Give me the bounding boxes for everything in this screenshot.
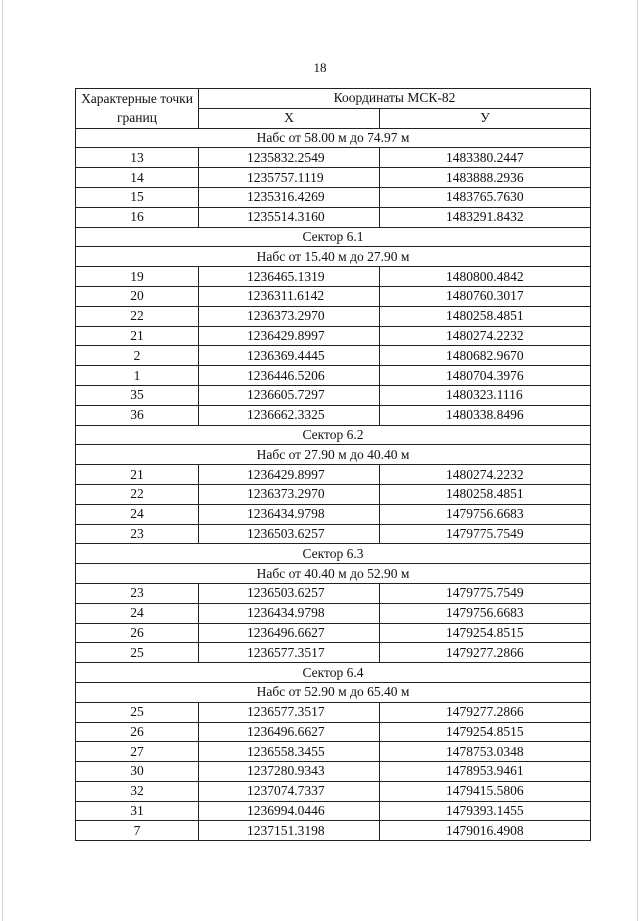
point-id: 23 xyxy=(76,524,199,544)
x-coordinate: 1235832.2549 xyxy=(199,148,380,168)
table-row xyxy=(76,801,591,821)
point-id: 30 xyxy=(76,762,199,782)
y-coordinate: 1479775.7549 xyxy=(380,524,591,544)
section-header-row xyxy=(76,128,591,148)
header-y: У xyxy=(380,108,591,128)
x-coordinate: 1236373.2970 xyxy=(199,484,380,504)
point-id: 36 xyxy=(76,405,199,425)
page-number: 18 xyxy=(313,60,327,75)
sector-title: Сектор 6.2 xyxy=(76,425,591,445)
y-coordinate: 1479393.1455 xyxy=(380,801,591,821)
x-coordinate: 1236465.1319 xyxy=(199,267,380,287)
point-id: 2 xyxy=(76,346,199,366)
section-header-row xyxy=(76,247,591,267)
table-row xyxy=(76,603,591,623)
point-id: 24 xyxy=(76,603,199,623)
x-coordinate: 1236434.9798 xyxy=(199,504,380,524)
point-id: 22 xyxy=(76,484,199,504)
x-coordinate: 1236503.6257 xyxy=(199,583,380,603)
y-coordinate: 1480274.2232 xyxy=(380,326,591,346)
point-id: 21 xyxy=(76,465,199,485)
height-range: Набс от 52.90 м до 65.40 м xyxy=(76,682,591,702)
table-row xyxy=(76,346,591,366)
y-coordinate: 1478753.0348 xyxy=(380,742,591,762)
x-coordinate: 1235757.1119 xyxy=(199,168,380,188)
section-header-row xyxy=(76,445,591,465)
table-row xyxy=(76,504,591,524)
table-row xyxy=(76,207,591,227)
point-id: 32 xyxy=(76,781,199,801)
y-coordinate: 1480274.2232 xyxy=(380,465,591,485)
x-coordinate: 1236577.3517 xyxy=(199,702,380,722)
table-row xyxy=(76,267,591,287)
y-coordinate: 1479016.4908 xyxy=(380,821,591,841)
point-id: 19 xyxy=(76,267,199,287)
table-row xyxy=(76,366,591,386)
y-coordinate: 1479277.2866 xyxy=(380,643,591,663)
table-row xyxy=(76,148,591,168)
y-coordinate: 1478953.9461 xyxy=(380,762,591,782)
y-coordinate: 1480323.1116 xyxy=(380,385,591,405)
x-coordinate: 1237151.3198 xyxy=(199,821,380,841)
table-row xyxy=(76,762,591,782)
x-coordinate: 1236496.6627 xyxy=(199,623,380,643)
y-coordinate: 1483765.7630 xyxy=(380,187,591,207)
coordinates-table xyxy=(75,88,591,841)
point-id: 22 xyxy=(76,306,199,326)
table-row xyxy=(76,583,591,603)
height-range: Набс от 40.40 м до 52.90 м xyxy=(76,564,591,584)
x-coordinate: 1236373.2970 xyxy=(199,306,380,326)
table-row xyxy=(76,465,591,485)
point-id: 23 xyxy=(76,583,199,603)
table-body xyxy=(76,128,591,841)
header-x: X xyxy=(199,108,380,128)
x-coordinate: 1236558.3455 xyxy=(199,742,380,762)
scan-edge-left xyxy=(2,0,3,921)
table-row xyxy=(76,524,591,544)
x-coordinate: 1236369.4445 xyxy=(199,346,380,366)
table-row xyxy=(76,484,591,504)
y-coordinate: 1480338.8496 xyxy=(380,405,591,425)
y-coordinate: 1479415.5806 xyxy=(380,781,591,801)
point-id: 35 xyxy=(76,385,199,405)
section-header-row xyxy=(76,544,591,564)
x-coordinate: 1235316.4269 xyxy=(199,187,380,207)
x-coordinate: 1236577.3517 xyxy=(199,643,380,663)
y-coordinate: 1483380.2447 xyxy=(380,148,591,168)
x-coordinate: 1236662.3325 xyxy=(199,405,380,425)
section-header-row xyxy=(76,564,591,584)
table-row xyxy=(76,306,591,326)
x-coordinate: 1236429.8997 xyxy=(199,465,380,485)
point-id: 14 xyxy=(76,168,199,188)
sector-title: Сектор 6.4 xyxy=(76,663,591,683)
table-row xyxy=(76,168,591,188)
x-coordinate: 1236429.8997 xyxy=(199,326,380,346)
table-row xyxy=(76,722,591,742)
point-id: 1 xyxy=(76,366,199,386)
y-coordinate: 1480682.9670 xyxy=(380,346,591,366)
table-header xyxy=(76,89,591,129)
table-row xyxy=(76,781,591,801)
y-coordinate: 1480258.4851 xyxy=(380,306,591,326)
point-id: 27 xyxy=(76,742,199,762)
x-coordinate: 1236311.6142 xyxy=(199,286,380,306)
table-row xyxy=(76,286,591,306)
y-coordinate: 1480800.4842 xyxy=(380,267,591,287)
x-coordinate: 1235514.3160 xyxy=(199,207,380,227)
y-coordinate: 1479756.6683 xyxy=(380,504,591,524)
scan-edge-right xyxy=(637,0,638,921)
sector-title: Сектор 6.1 xyxy=(76,227,591,247)
y-coordinate: 1480704.3976 xyxy=(380,366,591,386)
y-coordinate: 1479756.6683 xyxy=(380,603,591,623)
point-id: 15 xyxy=(76,187,199,207)
point-id: 26 xyxy=(76,623,199,643)
y-coordinate: 1479254.8515 xyxy=(380,623,591,643)
x-coordinate: 1236605.7297 xyxy=(199,385,380,405)
point-id: 31 xyxy=(76,801,199,821)
sector-title: Сектор 6.3 xyxy=(76,544,591,564)
point-id: 16 xyxy=(76,207,199,227)
section-header-row xyxy=(76,682,591,702)
y-coordinate: 1483888.2936 xyxy=(380,168,591,188)
table-row xyxy=(76,742,591,762)
y-coordinate: 1479775.7549 xyxy=(380,583,591,603)
table-row xyxy=(76,623,591,643)
table-row xyxy=(76,643,591,663)
point-id: 26 xyxy=(76,722,199,742)
x-coordinate: 1236496.6627 xyxy=(199,722,380,742)
height-range: Набс от 58.00 м до 74.97 м xyxy=(76,128,591,148)
y-coordinate: 1479277.2866 xyxy=(380,702,591,722)
table-row xyxy=(76,821,591,841)
table-row xyxy=(76,385,591,405)
y-coordinate: 1479254.8515 xyxy=(380,722,591,742)
x-coordinate: 1236503.6257 xyxy=(199,524,380,544)
point-id: 7 xyxy=(76,821,199,841)
y-coordinate: 1483291.8432 xyxy=(380,207,591,227)
header-coordinates-title: Координаты МСК-82 xyxy=(199,89,591,109)
point-id: 13 xyxy=(76,148,199,168)
x-coordinate: 1237280.9343 xyxy=(199,762,380,782)
x-coordinate: 1236434.9798 xyxy=(199,603,380,623)
section-header-row xyxy=(76,227,591,247)
x-coordinate: 1236994.0446 xyxy=(199,801,380,821)
section-header-row xyxy=(76,663,591,683)
x-coordinate: 1237074.7337 xyxy=(199,781,380,801)
section-header-row xyxy=(76,425,591,445)
point-id: 21 xyxy=(76,326,199,346)
x-coordinate: 1236446.5206 xyxy=(199,366,380,386)
point-id: 20 xyxy=(76,286,199,306)
height-range: Набс от 15.40 м до 27.90 м xyxy=(76,247,591,267)
y-coordinate: 1480760.3017 xyxy=(380,286,591,306)
point-id: 25 xyxy=(76,702,199,722)
point-id: 24 xyxy=(76,504,199,524)
table-row xyxy=(76,326,591,346)
table-row xyxy=(76,187,591,207)
height-range: Набс от 27.90 м до 40.40 м xyxy=(76,445,591,465)
point-id: 25 xyxy=(76,643,199,663)
table-row xyxy=(76,702,591,722)
y-coordinate: 1480258.4851 xyxy=(380,484,591,504)
header-boundary-points: Характерные точки границ xyxy=(76,89,199,129)
table-row xyxy=(76,405,591,425)
